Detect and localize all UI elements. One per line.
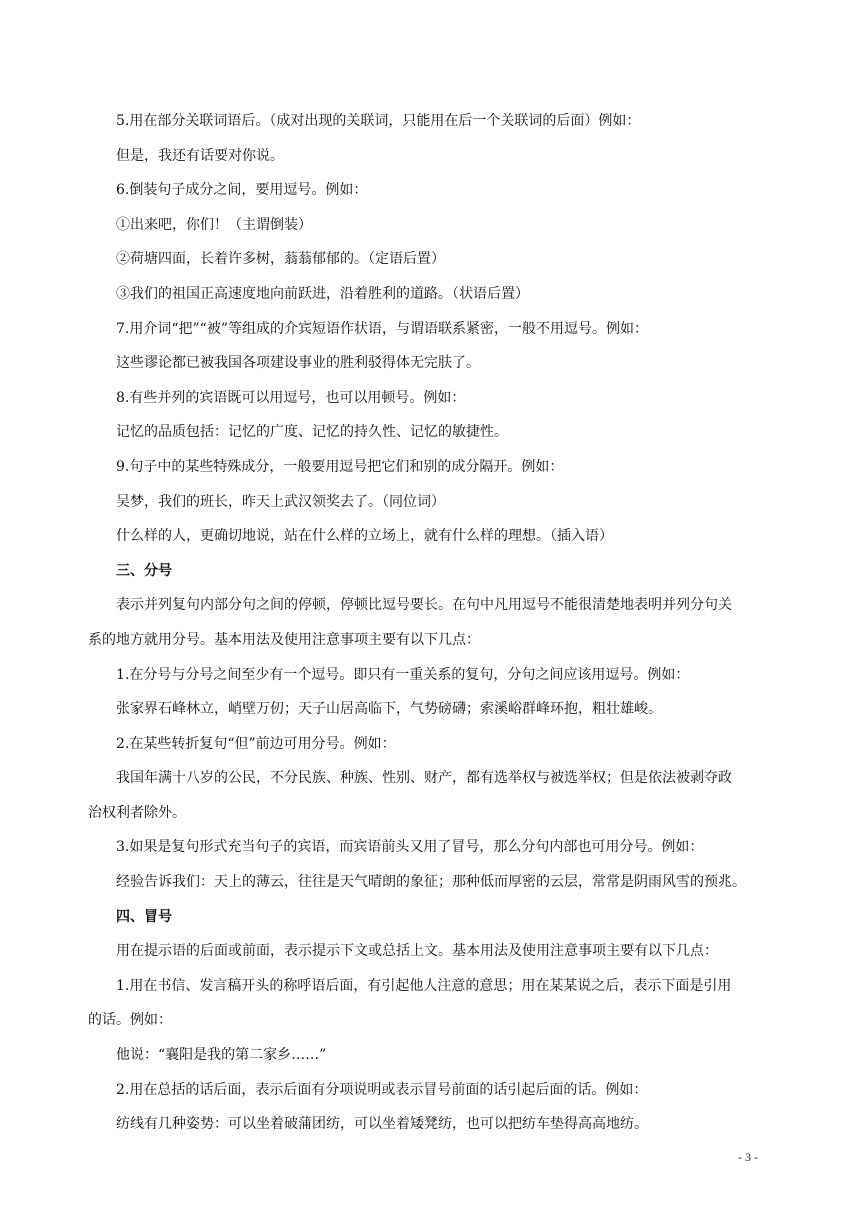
text-line: 1.用在书信、发言稿开头的称呼语后面，有引起他人注意的意思；用在某某说之后，表示下面是引用 <box>116 977 732 994</box>
text-line: 系的地方就用分号。基本用法及使用注意事项主要有以下几点： <box>88 631 480 648</box>
text-line: 治权利者除外。 <box>88 804 186 821</box>
text-line: 5.用在部分关联词语后。（成对出现的关联词，只能用在后一个关联词的后面）例如： <box>116 113 641 129</box>
text-line: 9.句子中的某些特殊成分，一般要用逗号把它们和别的成分隔开。例如： <box>116 458 564 475</box>
text-line: 6.倒装句子成分之间，要用逗号。例如： <box>116 182 368 199</box>
section-heading: 四、冒号 <box>116 908 172 925</box>
text-line: ②荷塘四面，长着许多树，蓊蓊郁郁的。（定语后置） <box>116 251 445 268</box>
text-line: 3.如果是复句形式充当句子的宾语，而宾语前头又用了冒号，那么分句内部也可用分号。例如： <box>116 839 704 856</box>
text-line: 纺线有几种姿势：可以坐着破蒲团纺，可以坐着矮凳纺，也可以把纺车垫得高高地纺。 <box>116 1116 648 1133</box>
text-line: 的话。例如： <box>88 1012 172 1029</box>
text-line: 7.用介词“把”“被”等组成的介宾短语作状语，与谓语联系紧密，一般不用逗号。例如： <box>116 320 648 337</box>
text-line: 我国年满十八岁的公民，不分民族、种族、性别、财产，都有选举权与被选举权；但是依法被剥夺政 <box>116 770 732 787</box>
text-line: 张家界石峰林立，峭壁万仞；天子山居高临下，气势磅礴；索溪峪群峰环抱，粗壮雄峻。 <box>116 701 662 718</box>
text-line: 2.在某些转折复句“但”前边可用分号。例如： <box>116 735 396 752</box>
text-line: 记忆的品质包括：记忆的广度、记忆的持久性、记忆的敏捷性。 <box>116 424 508 441</box>
text-line: 用在提示语的后面或前面，表示提示下文或总括上文。基本用法及使用注意事项主要有以下几点： <box>116 943 718 960</box>
text-line: 他说：“襄阳是我的第二家乡……” <box>116 1047 327 1064</box>
text-line: 经验告诉我们：天上的薄云，往往是天气晴朗的象征；那种低而厚密的云层，常常是阴雨风雪的预兆。 <box>116 874 746 891</box>
text-line: 这些谬论都已被我国各项建设事业的胜利驳得体无完肤了。 <box>116 355 480 372</box>
text-line: 吴梦，我们的班长，昨天上武汉领奖去了。（同位词） <box>116 493 445 510</box>
text-line: 2.用在总括的话后面，表示后面有分项说明或表示冒号前面的话引起后面的话。例如： <box>116 1081 648 1098</box>
text-line: ③我们的祖国正高速度地向前跃进，沿着胜利的道路。（状语后置） <box>116 285 529 302</box>
section-heading: 三、分号 <box>116 562 172 579</box>
text-line: 8.有些并列的宾语既可以用逗号，也可以用顿号。例如： <box>116 389 466 406</box>
text-line: ①出来吧，你们！（主谓倒装） <box>116 216 312 233</box>
page-number: - 3 - <box>738 1150 758 1164</box>
text-line: 但是，我还有话要对你说。 <box>116 147 284 164</box>
text-line: 什么样的人，更确切地说，站在什么样的立场上，就有什么样的理想。（插入语） <box>116 528 613 545</box>
text-line: 1.在分号与分号之间至少有一个逗号。即只有一重关系的复句，分句之间应该用逗号。例如： <box>116 666 690 683</box>
document-body <box>88 104 768 1142</box>
text-line: 表示并列复句内部分句之间的停顿，停顿比逗号要长。在句中凡用逗号不能很清楚地表明并列分句关 <box>116 597 732 614</box>
